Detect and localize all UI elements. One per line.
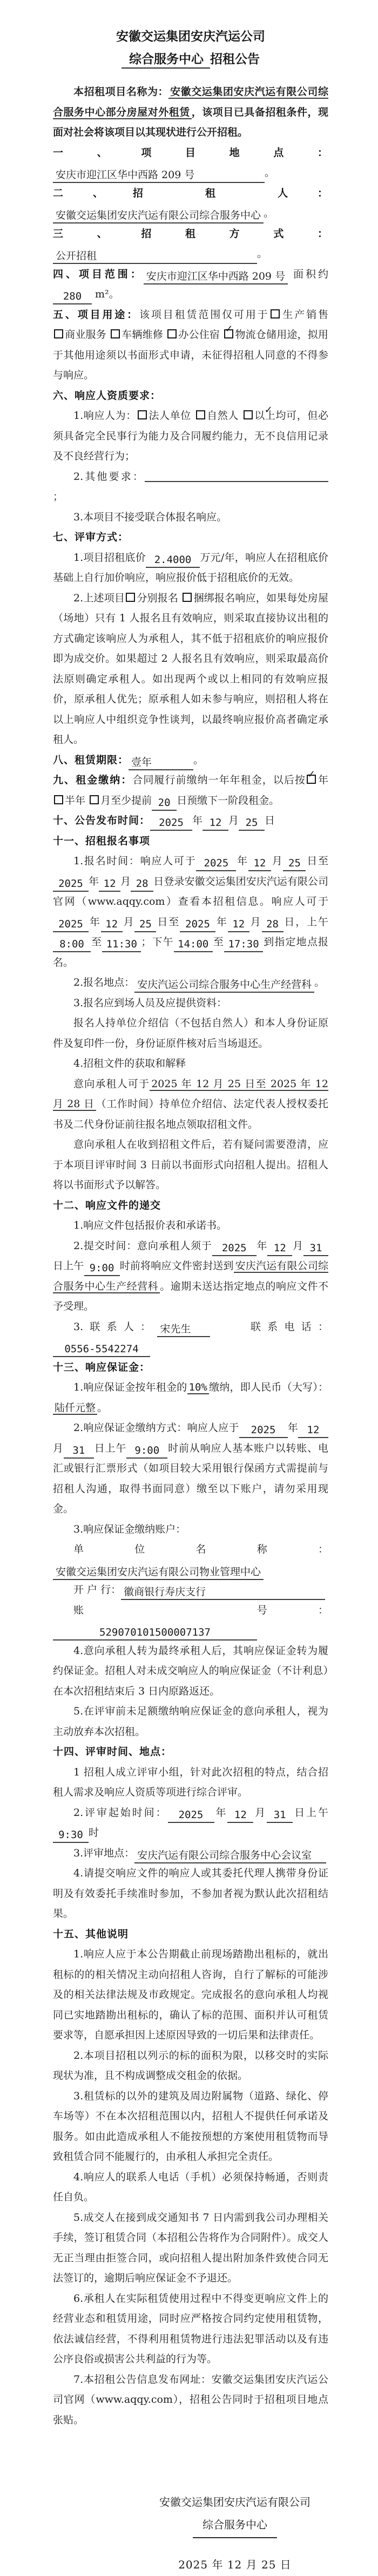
fill-in-value: 12 <box>227 1808 253 1823</box>
fill-in-value <box>145 481 328 482</box>
fill-in-value: 2025 <box>53 917 89 932</box>
text-run: ，但必须具备完全民事行为能力及合同履约能力，无不良信用记录及不良经营行为； <box>53 410 328 462</box>
account-number <box>53 1601 328 1641</box>
text-run: 2.提交时间：意向承租人须于 <box>73 1239 212 1252</box>
checkbox-option <box>181 592 235 604</box>
text-run: 6.承租人在实际租赁使用过程中不得变更响应文件上的经营业态和租赁用途，同时应严格按合同约定使用租赁物，依法诚信经营，不得利用租赁物进行违法犯罪活动以及有违公序良俗或损害公共利益的行为等。 <box>53 2292 328 2365</box>
submission-2-time <box>53 1236 328 1317</box>
qualification-2-other <box>53 467 328 507</box>
text-run: 3.本项目不接受联合体报名响应。 <box>73 511 227 523</box>
fill-in-value: 公开招租 <box>53 249 257 264</box>
text-run: 。 <box>97 1401 108 1414</box>
heading-deposit <box>53 1358 328 1378</box>
fill-in-value: 25 <box>239 816 265 831</box>
fill-in-value: 31 <box>303 1241 328 1256</box>
text-run: 4.意向承租人转为最终承租人后，其响应保证金转为履约保证金。招租人对未成交响应人的响应保证金（不计利息）在本次招租结束后 3 日内原路返还。 <box>53 1644 328 1697</box>
text-run: 2.响应保证金缴纳方式：响应人应于 <box>73 1422 239 1434</box>
submission-3-contact <box>53 1317 328 1358</box>
text-run: 报名人持单位介绍信（不包括自然人）和本人身份证原件及复印件一份，身份证原件核对后当场退还。 <box>53 1017 328 1049</box>
text-run: 日 <box>265 815 275 826</box>
checkbox-option <box>242 410 297 422</box>
item-label: 十一、招租报名事项 <box>53 835 151 847</box>
text-run: 日上午 <box>53 1260 84 1272</box>
text-run: 2.上述项目 <box>73 592 125 604</box>
text-run: 2.报名地点： <box>73 977 135 988</box>
text-run: 。 <box>193 754 204 766</box>
text-run: 月 <box>122 916 135 928</box>
checkbox-label: 商业服务 <box>65 329 106 341</box>
text-run: 日预缴下一阶段租金。 <box>177 794 280 806</box>
fill-in-value: 12 <box>228 917 249 932</box>
fill-in-value: 11:30 <box>102 937 141 952</box>
heading-review-method <box>53 527 328 548</box>
text-run: 到指定地点报名。 <box>53 936 328 968</box>
fill-in-value: 2025 <box>180 917 215 932</box>
checkbox-label: 捆绑报名 <box>193 592 235 604</box>
fill-in-value: 9:00 <box>84 1261 120 1276</box>
signature-date: 2025 年 12 月 25 日 <box>178 2558 292 2571</box>
text-run: 年 <box>89 916 101 928</box>
other-2 <box>53 2046 328 2086</box>
checkbox-unchecked-icon[interactable] <box>271 309 280 318</box>
text-run: 3.联系人： <box>73 1320 158 1333</box>
text-run: 。 <box>257 248 268 260</box>
item-label: 二、招 租 人： <box>53 187 328 199</box>
checkbox-option <box>269 309 328 321</box>
fill-in-value: 宋先生 <box>157 1322 210 1337</box>
text-run: ，拟用于其他用途须以书面形式申请，未征得招租人同意的不得参与响应。 <box>53 329 328 381</box>
text-run: 日至 <box>156 916 180 928</box>
text-run: 至少提前 <box>111 794 152 806</box>
other-3 <box>53 2086 328 2167</box>
checkbox-unchecked-icon[interactable] <box>90 795 99 804</box>
fill-in-value: 28 <box>131 877 153 892</box>
text-run: 意向承租人在收到招租文件后，若有疑问需要澄清，应于本项目评审时间 3 日前以书面形式向招租人提出。招租人将以书面形式予以解答。 <box>53 1138 328 1191</box>
checkbox-option <box>125 592 178 604</box>
checkbox-unchecked-icon[interactable] <box>111 329 120 338</box>
text-run: 4.响应人的联系人电话（手机）必须保持畅通，否则责任自负。 <box>53 2171 328 2203</box>
deposit-5 <box>53 1701 328 1742</box>
deposit-4 <box>53 1641 328 1702</box>
item-usage <box>53 305 328 386</box>
item-label: 十四、评审时间、地点： <box>53 1746 172 1758</box>
text-run: 1.项目招租底价 <box>73 551 146 564</box>
text-run: 月 <box>253 1806 267 1819</box>
text-run: ；下午 <box>141 936 174 948</box>
checkbox-label: 年 <box>317 774 328 786</box>
fill-in-value: 17:30 <box>224 937 263 952</box>
checkbox-label: 分别报名 <box>137 592 179 604</box>
item-label: 五、项目用途： <box>53 309 140 321</box>
checkbox-label: 车辆维修 <box>122 329 163 341</box>
item-label: 六、响应人资质要求： <box>53 390 161 402</box>
checkbox-option <box>110 329 163 341</box>
text-run: （工作时间）持单位介绍信、法定代表人授权委托书及二代身份证前往报名地点领取招租文件。 <box>53 1098 328 1130</box>
checkbox-option <box>306 774 328 786</box>
item-project-location <box>53 143 328 184</box>
text-run: ； <box>53 491 64 503</box>
registration-3-materials <box>53 993 328 1014</box>
checkbox-checked-icon[interactable] <box>307 775 316 784</box>
registration-1-time <box>53 851 328 973</box>
deposit-2-method <box>53 1418 328 1520</box>
text-run <box>191 410 195 422</box>
text-run: 5.在评审前未足额缴纳响应保证金的意向承租人，视为主动放弃本次招租。 <box>53 1705 328 1738</box>
fill-in-value: 2025 <box>212 1241 256 1256</box>
text-run: 万元/年，响应人在招租底价基础上自行加价响应，响应报价低于招租底价的无效。 <box>53 551 328 584</box>
checkbox-option <box>223 329 297 341</box>
other-5 <box>53 2208 328 2289</box>
text-run: 月 <box>271 855 284 867</box>
fill-in-value: 529070101500007137 <box>53 1625 257 1640</box>
checkbox-unchecked-icon[interactable] <box>138 410 147 419</box>
text-run: 4.招租文件的获取和解释 <box>73 1057 186 1069</box>
document-title-line1: 安徽交运集团安庆汽运公司 <box>116 29 265 43</box>
text-run: 年 <box>287 1422 298 1434</box>
item-label: 四、项目范围： <box>53 268 144 280</box>
text-run: 年 <box>192 815 203 826</box>
item-scope <box>53 265 328 305</box>
qualification-3 <box>53 507 328 528</box>
signature-dept-line <box>157 2513 313 2538</box>
checkbox-label: 半年 <box>65 794 86 806</box>
fill-in-value: 陆仟元整 <box>53 1402 97 1415</box>
fill-in-value: 10% <box>187 1381 209 1394</box>
heading-review-time <box>53 1742 328 1762</box>
text-run: 年 <box>89 875 99 887</box>
text-run: 1.响应人应于本公告期截止前现场踏勘出租标的，就出租标的的相关情况主动向招租人咨询，自行了解标的可能涉及的相关法律法规及市政规定。完成报名的意向承租人均视同已实地踏勘出租标的，确认了标的范围、面积并认可租赁要求等，自愿承担因上述原因导致的一切后果和法律责任。 <box>53 1948 328 2041</box>
item-label: 八、租赁期限： <box>53 754 129 766</box>
other-6 <box>53 2289 328 2370</box>
text-run: 年 <box>256 1239 268 1252</box>
fill-in-value: 2025 <box>53 877 89 892</box>
text-run: 1.报名时间：响应人可于 <box>73 855 197 867</box>
checkbox-checked-icon[interactable] <box>244 410 253 419</box>
text-run: 7.本招租公告信息发布网址：安徽交运集团安庆汽运公司官网（www.aqqy.com），招租公告同时于招租项目地点张贴。 <box>53 2373 328 2426</box>
checkbox-label: 办公住宿 <box>178 329 220 341</box>
checkbox-label: 法人单位 <box>148 410 191 422</box>
text-run: 本招租项目名称为： <box>73 86 169 98</box>
fill-in-value: 9:00 <box>126 1443 167 1459</box>
item-label: 十三、响应保证金： <box>53 1361 151 1373</box>
fill-in-value: 安徽交运集团安庆汽运有限公司物业管理中心 <box>53 1565 264 1580</box>
checkbox-option <box>53 329 106 341</box>
intro-paragraph <box>53 82 328 143</box>
item-rent-payment <box>53 770 328 811</box>
registration-4-docs <box>53 1054 328 1074</box>
qualification-1 <box>53 406 328 467</box>
fill-in-value: 壹年 <box>129 755 193 770</box>
fill-in-value: 2025 <box>168 1808 214 1823</box>
review-2-rules <box>53 588 328 750</box>
item-label: 十、公告发布时间： <box>53 815 151 826</box>
text-run: 年 <box>215 916 228 928</box>
checkbox-unchecked-icon[interactable] <box>196 410 205 419</box>
text-run: 时 <box>89 1827 99 1839</box>
registration-4-detail-2 <box>53 1135 328 1196</box>
fill-in-value: 31 <box>267 1808 293 1823</box>
text-run: m²。 <box>92 288 119 300</box>
text-run: 至 <box>212 936 225 948</box>
fill-in-value: 安庆市迎江区华中西路 209 号 <box>144 269 288 284</box>
text-run: 月 <box>53 1442 64 1454</box>
text-run: 。 <box>265 167 275 179</box>
text-run: 。逾期未送达指定地点的响应文件不予受理。 <box>53 1280 328 1312</box>
fill-in-value: 安庆汽运公司综合服务中心生产经营科 <box>134 978 314 993</box>
text-run: 年 <box>236 855 248 867</box>
text-run: 月 <box>249 916 262 928</box>
fill-in-value: 25 <box>134 917 156 932</box>
registration-2-place <box>53 973 328 993</box>
registration-4-detail-1 <box>53 1074 328 1135</box>
item-label: 十五、其他说明 <box>53 1928 129 1940</box>
item-label: 九、租金缴纳： <box>53 775 133 786</box>
signature-block <box>157 2491 313 2576</box>
checkbox-label: 月 <box>100 794 111 806</box>
document-title-line2 <box>53 48 328 70</box>
fill-in-value: 12 <box>99 877 120 892</box>
text-run: 3.报名应到场人员及应提供资料： <box>73 996 227 1009</box>
text-run: 。 <box>314 977 325 988</box>
signature-company: 安徽交运集团安庆汽运有限公司 <box>159 2496 310 2509</box>
checkbox-unchecked-icon[interactable] <box>183 593 192 602</box>
text-run: 开 户 行： <box>73 1584 122 1596</box>
other-4 <box>53 2167 328 2208</box>
review-time-2 <box>53 1803 328 1843</box>
checkbox-checked-icon[interactable] <box>224 329 233 338</box>
fill-in-value: 12 <box>298 1423 328 1438</box>
fill-in-value: 2025 <box>239 1423 288 1438</box>
other-7 <box>53 2370 328 2431</box>
signature-dept: 综合服务中心 <box>193 2513 277 2538</box>
heading-registration <box>53 831 328 852</box>
deposit-1 <box>53 1378 328 1418</box>
item-label: 一、项目地点： <box>53 147 328 159</box>
checkbox-label: 以上均可 <box>254 410 297 422</box>
item-label: 七、评审方式： <box>53 532 129 543</box>
text-run: 3.响应保证金缴纳账户： <box>73 1523 186 1535</box>
text-run: 1 招租人成立评审小组，针对此次招租的特点，结合招租人需求及响应人资质等项进行综合评审。 <box>53 1766 328 1798</box>
heading-response-submission <box>53 1196 328 1216</box>
text-run: 2.评审起始时间： <box>73 1806 168 1819</box>
title-underlined-part: 综合服务中心 <box>122 52 210 69</box>
deposit-3-account <box>53 1520 328 1540</box>
text-run: 合同履行前缴纳一年年租金，以后按 <box>132 774 306 786</box>
item-label: 三、招租方式： <box>53 228 328 240</box>
text-run: 日上午 <box>293 1806 328 1819</box>
heading-qualifications <box>53 386 328 406</box>
text-run: 缴纳，即人民币（大写）： <box>208 1381 328 1393</box>
fill-in-value: 12 <box>202 816 228 831</box>
text-run: 联系电话： <box>210 1320 328 1333</box>
fill-in-value: 31 <box>64 1443 94 1459</box>
fill-in-value: 12 <box>248 856 271 871</box>
review-1-base-price <box>53 548 328 588</box>
text-run: 时前从响应人基本账户以转账、电汇或银行汇票形式（如项目较大采用银行保函方式需提前与招租人沟通，取得书面同意）缴至以下账户，请勿采用现金。 <box>53 1442 328 1515</box>
checkbox-unchecked-icon[interactable] <box>54 795 63 804</box>
fill-in-value: 安庆汽运有限公司综合服务中心生产经营科 <box>53 1260 328 1292</box>
item-announce-date <box>53 811 328 831</box>
checkbox-option <box>166 329 220 341</box>
text-run: 面积约 <box>288 268 328 280</box>
fill-in-value: 0556-5542274 <box>53 1342 150 1357</box>
review-time-4 <box>53 1863 328 1924</box>
fill-in-value: 14:00 <box>174 937 213 952</box>
text-run: 1.响应保证金按年租金的 <box>73 1381 187 1393</box>
text-run: 。 <box>264 207 274 219</box>
text-run: 日登录安徽交运集团安庆汽运有限公司官网（www.aqqy.com）查看本招租信息。响应人可于 <box>53 875 328 907</box>
fill-in-value: 28 <box>262 917 284 932</box>
text-run: 日至 <box>306 855 328 867</box>
text-run: 3.评审地点： <box>73 1847 135 1859</box>
fill-in-value: 安徽交运集团安庆汽运有限公司综合服务中心部分房屋对外租赁 <box>53 86 328 118</box>
text-run: 月 <box>292 1239 303 1252</box>
fill-in-value: 8:00 <box>53 937 91 952</box>
fill-in-value: 2025 年 12 月 25 日至 2025 年 12 月 28 日 <box>53 1077 328 1110</box>
text-run: 5.成交人在接到成交通知书 7 日内需到我公司办理相关手续，签订租赁合同（本招租公告将作为合同附件）。成交人无正当理由拒签合同，或向招租人提出附加条件致使合同无法签订的，逾期后响应保证金不予退还。 <box>53 2211 328 2284</box>
text-run <box>239 410 242 422</box>
text-run: 月 <box>120 875 131 887</box>
fill-in-value: 12 <box>101 917 123 932</box>
text-run: 3.租赁标的以外的建筑及周边附属物（道路、绿化、停车场等）不在本次招租范围以内，招租人不提供任何承诺及服务。如由此造成承租人不能按预想的方案使用租赁物而导致租赁合同不能履行的，由承租人承担完全责任。 <box>53 2090 328 2163</box>
fill-in-value: 20 <box>152 796 177 811</box>
submission-1 <box>53 1216 328 1236</box>
text-run: 月 <box>228 815 239 826</box>
text-run: 时前将响应文件密封送到 <box>119 1260 234 1272</box>
item-lessor <box>53 184 328 224</box>
fill-in-value: 25 <box>283 856 306 871</box>
checkbox-label: 物流仓储用途 <box>235 329 298 341</box>
text-run: 单位名称： <box>73 1543 328 1555</box>
review-time-1 <box>53 1762 328 1803</box>
account-name <box>53 1540 328 1580</box>
fill-in-value: 2.4000 <box>146 553 200 568</box>
text-run: 1.响应文件包括报价表和承诺书。 <box>73 1219 227 1231</box>
checkbox-unchecked-icon[interactable] <box>54 329 63 338</box>
item-label: 十二、响应文件的递交 <box>53 1199 161 1211</box>
item-lease-term <box>53 750 328 771</box>
other-1 <box>53 1944 328 2046</box>
registration-3-detail <box>53 1013 328 1054</box>
text-run: 响应，如果每处房屋（场地）只有 1 人报名且有效响应，则采取直接协议出租的方式确定该响应人为承租人，其不低于招租底价的响应报价即为成交价。如果超过 2 人报名且有效响应，则采取最高价法原则确定承租人。如出现两个或以上相同的有效响应报价，原承租人优先；原承租人如未参与响应，则招租人将在以上响应人中组织竞争性谈判，以最终响应报价高者确定承租人。 <box>53 592 328 745</box>
checkbox-option <box>195 410 239 422</box>
text-run: 4.请提交响应文件的响应人或其委托代理人携带身份证明及有效委托手续准时参加，不参加者视为默认此次招租结果。 <box>53 1867 328 1920</box>
text-run: 日，上午 <box>283 916 328 928</box>
checkbox-label: 自然人 <box>206 410 239 422</box>
fill-in-value: 徽商银行寿庆支行 <box>121 1585 325 1600</box>
document-body <box>53 82 328 2430</box>
item-method <box>53 224 328 265</box>
review-time-3 <box>53 1843 328 1864</box>
text-run: 该项目租赁范围仅可用于 <box>139 308 269 321</box>
fill-in-value: 安庆汽运有限公司综合服务中心会议室 <box>134 1848 326 1863</box>
text-run: 日上午 <box>93 1442 127 1454</box>
fill-in-value: 安徽交运集团安庆汽运有限公司综合服务中心 <box>53 208 264 223</box>
checkbox-option <box>137 410 191 422</box>
text-run: 2.本项目招租以列示的标的面积为限，以移交时的实际现状为准，且不构成调整成交租金的依据。 <box>53 2049 328 2082</box>
text-run: 意向承租人可于 <box>73 1077 150 1090</box>
checkbox-label: 生产销售 <box>281 308 328 321</box>
text-run: 1.响应人为： <box>73 410 137 422</box>
title-rest-part: 招租公告 <box>210 52 260 66</box>
fill-in-value: 12 <box>267 1241 292 1256</box>
heading-other <box>53 1924 328 1945</box>
checkbox-option <box>53 795 85 806</box>
fill-in-value: 安庆市迎江区华中西路 209 号 <box>53 168 265 183</box>
checkbox-unchecked-icon[interactable] <box>126 593 135 602</box>
fill-in-value: 280 <box>53 289 92 304</box>
text-run: 账 号： <box>73 1604 328 1616</box>
text-run: 至 <box>91 936 103 948</box>
account-bank <box>53 1580 328 1601</box>
checkbox-unchecked-icon[interactable] <box>167 329 177 338</box>
text-run: ，该项目已具备招租条件，现面对社会将该项目以其现状进行公开招租。 <box>53 106 328 138</box>
text-run: 年 <box>214 1806 228 1819</box>
checkbox-option <box>89 795 111 806</box>
fill-in-value: 2025 <box>150 816 192 831</box>
text-run: 2.其他要求： <box>73 470 145 483</box>
fill-in-value: 2025 <box>196 856 236 871</box>
fill-in-value: 9:30 <box>53 1828 89 1843</box>
